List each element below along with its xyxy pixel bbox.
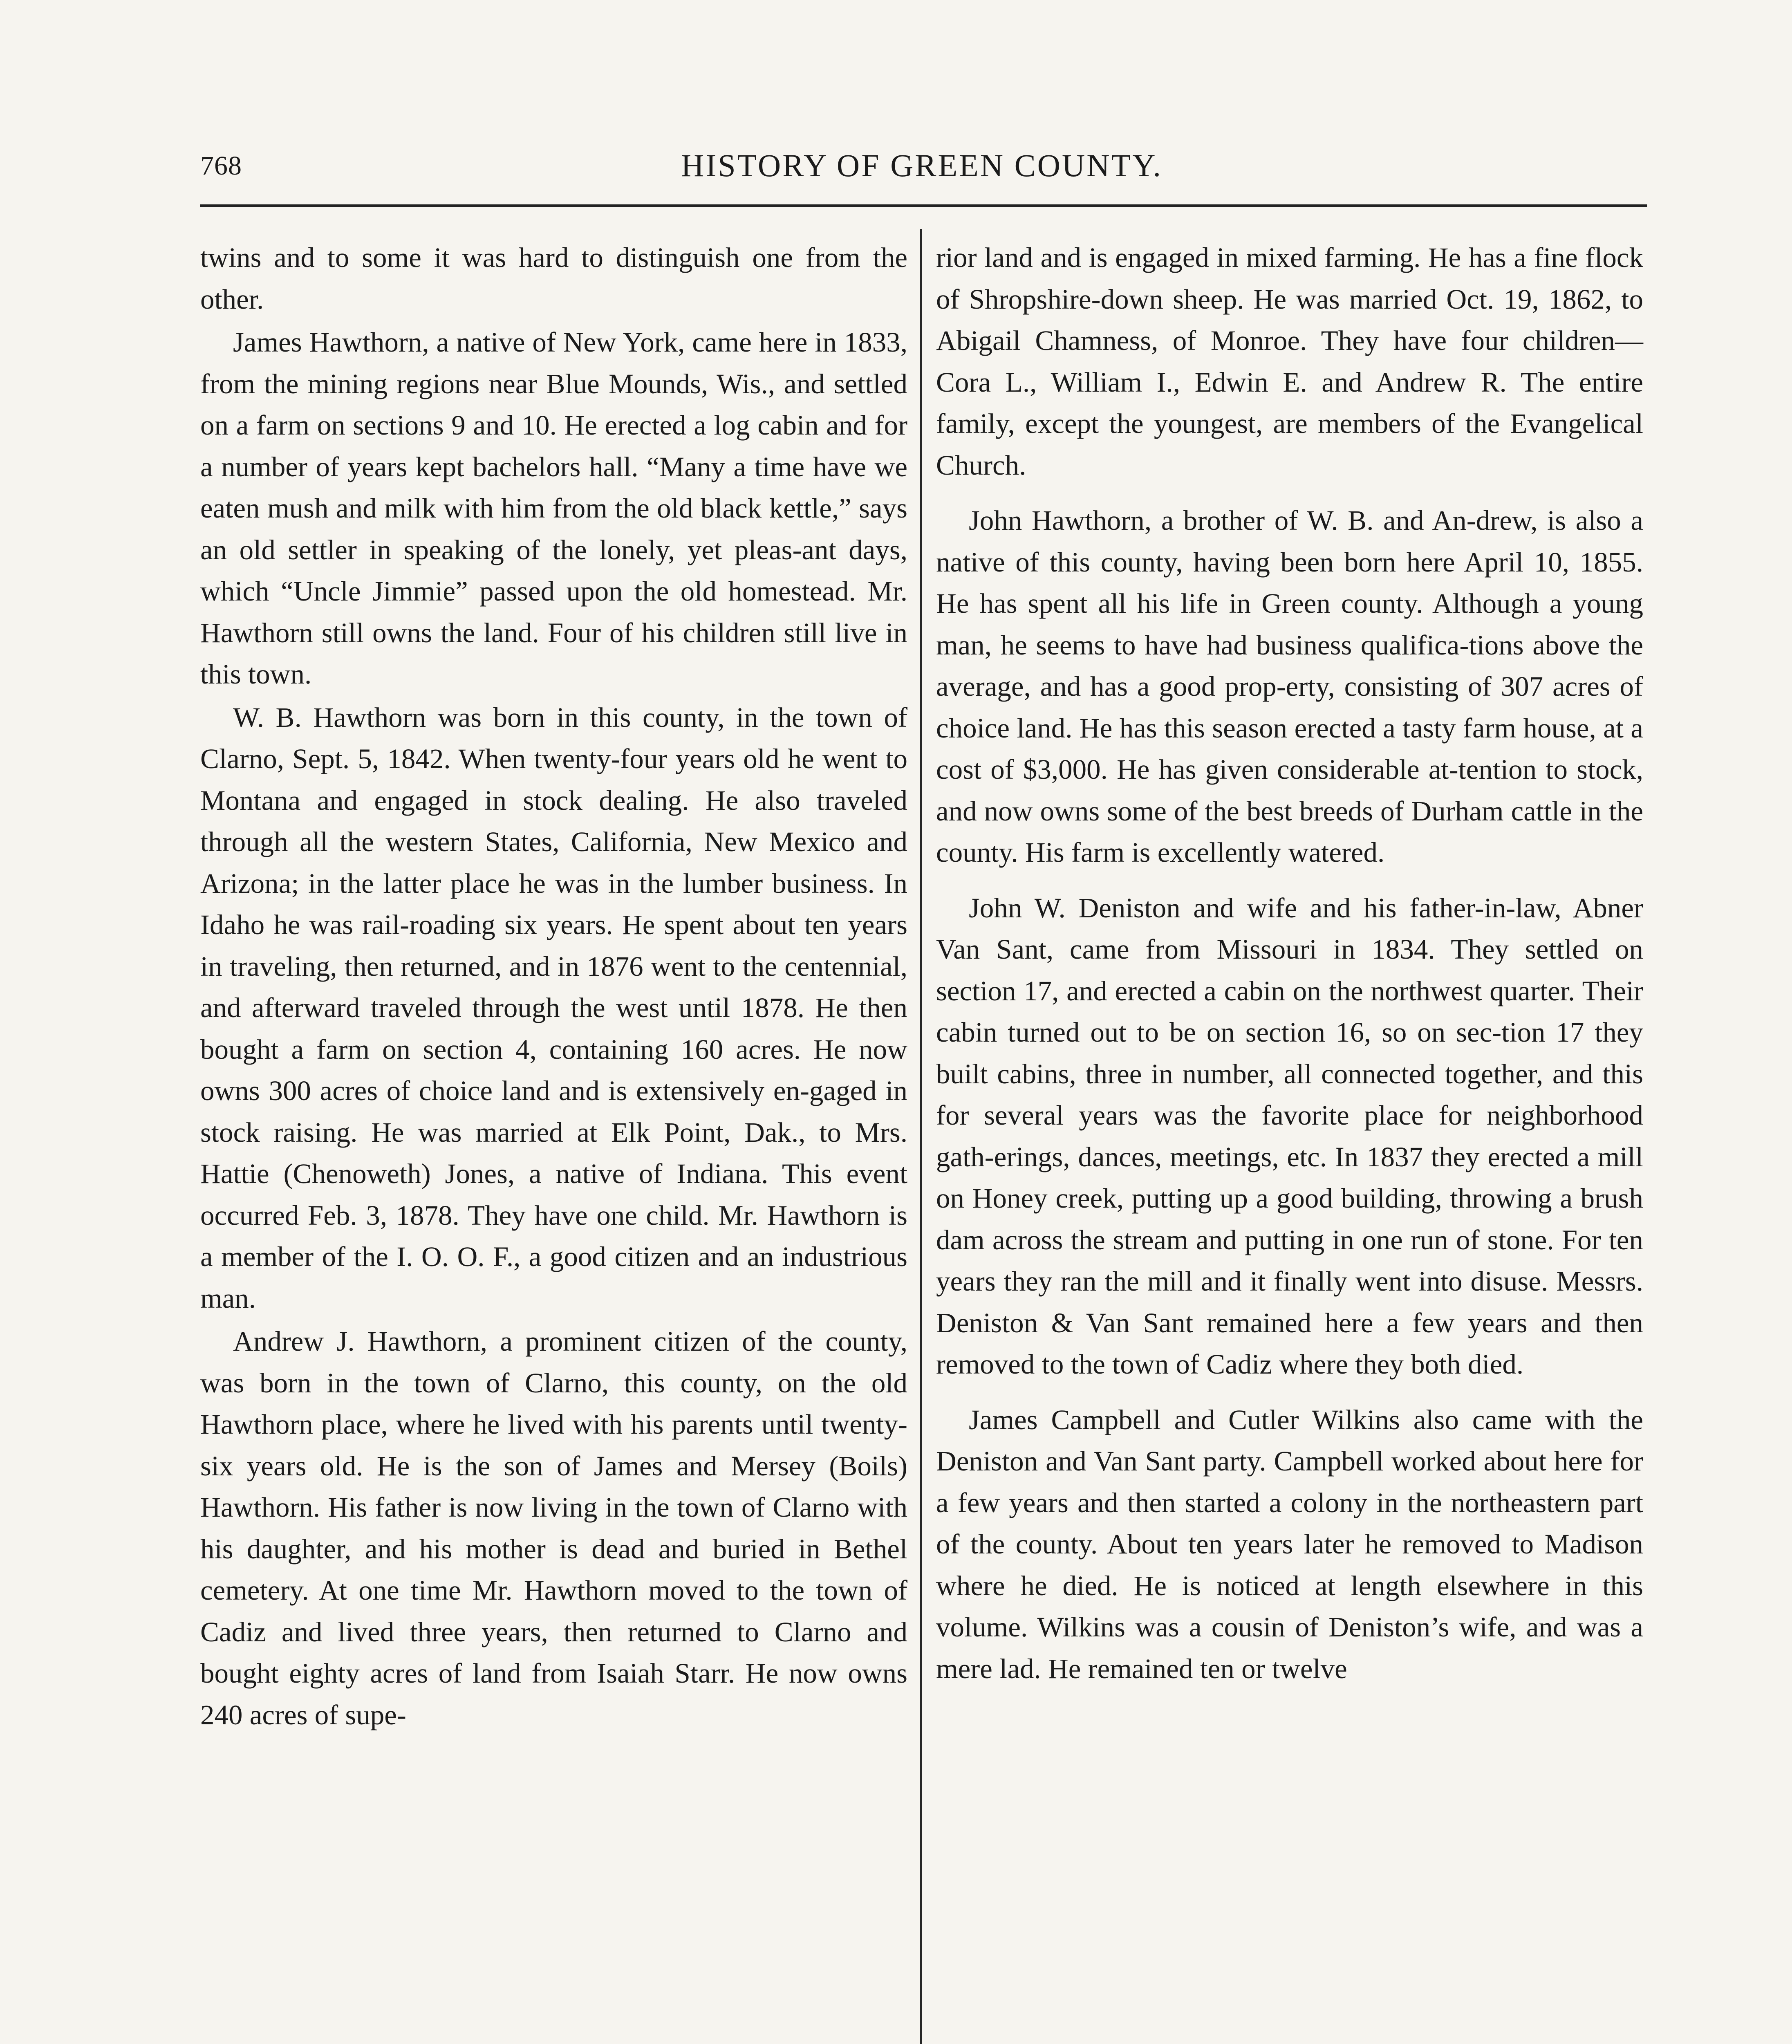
page-header (200, 143, 1643, 192)
column-divider (920, 229, 922, 2044)
paragraph: W. B. Hawthorn was born in this county, in the town of Clarno, Sept. 5, 1842. When twenty-four years old he went to Montana and engaged in stock dealing. He also traveled through all the western States, California, New Mexico and Arizona; in the latter place he was in the lumber business. In Idaho he was rail-roading six years. He spent about ten years in traveling, then returned, and in 1876 went to the centennial, and afterward traveled through the west until 1878. He then bought a farm on section 4, containing 160 acres. He now owns 300 acres of choice land and is extensively en-gaged in stock raising. He was married at Elk Point, Dak., to Mrs. Hattie (Chenoweth) Jones, a native of Indiana. This event occurred Feb. 3, 1878. They have one child. Mr. Hawthorn is a member of the I. O. O. F., a good citizen and an industrious man. (200, 702, 907, 1314)
paragraph: rior land and is engaged in mixed farming. He has a fine flock of Shropshire-down sheep. He was married Oct. 19, 1862, to Abigail Chamness, of Monroe. They have four children—Cora L., William I., Edwin E. and Andrew R. The entire family, except the youngest, are members of the Evangelical Church. (936, 242, 1643, 481)
paragraph: James Campbell and Cutler Wilkins also came with the Deniston and Van Sant party. Campbell worked about here for a few years and then started a colony in the northeastern part of the county. About ten years later he removed to Madison where he died. He is noticed at length elsewhere in this volume. Wilkins was a cousin of Deniston’s wife, and was a mere lad. He remained ten or twelve (936, 1404, 1643, 1684)
paragraph: twins and to some it was hard to distinguish one from the other. (200, 242, 907, 315)
right-column (936, 237, 1643, 1690)
paragraph: John W. Deniston and wife and his father-in-law, Abner Van Sant, came from Missouri in 1834. They settled on section 17, and erected a cabin on the northwest quarter. Their cabin turned out to be on section 16, so on sec-tion 17 they built cabins, three in number, all connected together, and this for several years was the favorite place for neighborhood gath-erings, dances, meetings, etc. In 1837 they erected a mill on Honey creek, putting up a good building, throwing a brush dam across the stream and putting in one run of stone. For ten years they ran the mill and it finally went into disuse. Messrs. Deniston & Van Sant remained here a few years and then removed to the town of Cadiz where they both died. (936, 892, 1643, 1380)
header-rule (200, 204, 1647, 207)
paragraph: John Hawthorn, a brother of W. B. and An-drew, is also a native of this county, having been born here April 10, 1855. He has spent all his life in Green county. Although a young man, he seems to have had business qualifica-tions above the average, and has a good prop-erty, consisting of 307 acres of choice land. He has this season erected a tasty farm house, at a cost of $3,000. He has given considerable at-tention to stock, and now owns some of the best breeds of Durham cattle in the county. His farm is excellently watered. (936, 505, 1643, 868)
left-column (200, 237, 907, 1736)
running-title: HISTORY OF GREEN COUNTY. (681, 148, 1163, 183)
paragraph: Andrew J. Hawthorn, a prominent citizen of the county, was born in the town of Clarno, this county, on the old Hawthorn place, where he lived with his parents until twenty-six years old. He is the son of James and Mersey (Boils) Hawthorn. His father is now living in the town of Clarno with his daughter, and his mother is dead and buried in Bethel cemetery. At one time Mr. Hawthorn moved to the town of Cadiz and lived three years, then returned to Clarno and bought eighty acres of land from Isaiah Starr. He now owns 240 acres of supe- (200, 1326, 907, 1730)
page-number: 768 (200, 151, 242, 181)
paragraph: James Hawthorn, a native of New York, came here in 1833, from the mining regions near Blue Mounds, Wis., and settled on a farm on sections 9 and 10. He erected a log cabin and for a number of years kept bachelors hall. “Many a time have we eaten mush and milk with him from the old black kettle,” says an old settler in speaking of the lonely, yet pleas-ant days, which “Uncle Jimmie” passed upon the old homestead. Mr. Hawthorn still owns the land. Four of his children still live in this town. (200, 327, 907, 690)
